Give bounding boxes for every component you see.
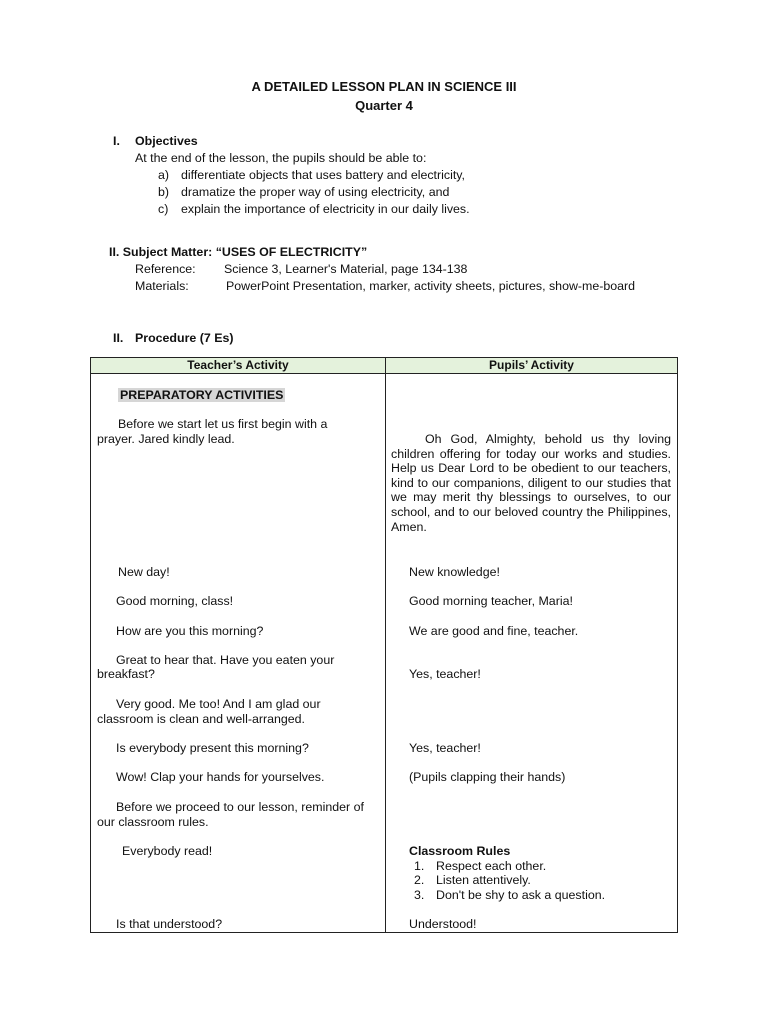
reference-value: Science 3, Learner's Material, page 134-138 bbox=[224, 262, 468, 276]
classroom-rules-heading: Classroom Rules bbox=[409, 844, 511, 858]
teacher-line: Is that understood? bbox=[116, 917, 223, 931]
objective-marker: b) bbox=[158, 185, 170, 199]
column-divider bbox=[385, 358, 386, 932]
document-subtitle: Quarter 4 bbox=[355, 98, 413, 113]
rule-item: Respect each other. bbox=[436, 859, 547, 873]
document-title: A DETAILED LESSON PLAN IN SCIENCE III bbox=[251, 79, 517, 94]
teacher-line: breakfast? bbox=[97, 667, 155, 681]
teacher-line: classroom is clean and well-arranged. bbox=[97, 712, 305, 726]
teacher-line: Very good. Me too! And I am glad our bbox=[116, 697, 321, 711]
pupil-line: Yes, teacher! bbox=[409, 741, 481, 755]
pupils-prayer: Oh God, Almighty, behold us thy loving children offering for today our works and studies. Help us Dear Lord to be obedient to our teachers, kind to our companions, diligent to our studies that we may merit thy blessings to ourselves, to our school, and to our beloved country the Philippines, Amen. bbox=[391, 432, 671, 534]
objectives-heading: Objectives bbox=[135, 134, 198, 148]
subject-matter-heading: II. Subject Matter: “USES OF ELECTRICITY” bbox=[109, 245, 368, 259]
rule-number: 3. bbox=[414, 888, 425, 902]
teacher-line: How are you this morning? bbox=[116, 624, 264, 638]
teacher-line: Great to hear that. Have you eaten your bbox=[116, 653, 335, 667]
objective-marker: c) bbox=[158, 202, 169, 216]
teacher-prayer-request: prayer. Jared kindly lead. bbox=[97, 432, 235, 446]
pupil-line: (Pupils clapping their hands) bbox=[409, 770, 566, 784]
teacher-line: Everybody read! bbox=[122, 844, 213, 858]
table-header-row bbox=[91, 358, 677, 374]
teacher-activity-header: Teacher’s Activity bbox=[187, 358, 289, 372]
teacher-line: Wow! Clap your hands for yourselves. bbox=[116, 770, 325, 784]
teacher-line: our classroom rules. bbox=[97, 815, 209, 829]
materials-label: Materials: bbox=[135, 279, 189, 293]
pupils-activity-header: Pupils’ Activity bbox=[489, 358, 574, 372]
rule-number: 1. bbox=[414, 859, 425, 873]
objective-item: explain the importance of electricity in our daily lives. bbox=[181, 202, 470, 216]
pupil-line: New knowledge! bbox=[409, 565, 500, 579]
teacher-prayer-request: Before we start let us first begin with a bbox=[118, 417, 328, 431]
pupil-line: We are good and fine, teacher. bbox=[409, 624, 579, 638]
procedure-numeral: II. bbox=[113, 331, 124, 345]
objective-marker: a) bbox=[158, 168, 170, 182]
materials-value: PowerPoint Presentation, marker, activity sheets, pictures, show-me-board bbox=[226, 279, 636, 293]
objective-item: differentiate objects that uses battery and electricity, bbox=[181, 168, 465, 182]
pupil-line: Yes, teacher! bbox=[409, 667, 481, 681]
teacher-line: Before we proceed to our lesson, reminder of bbox=[116, 800, 364, 814]
reference-label: Reference: bbox=[135, 262, 196, 276]
teacher-line: Is everybody present this morning? bbox=[116, 741, 309, 755]
rule-item: Don't be shy to ask a question. bbox=[436, 888, 606, 902]
procedure-heading: Procedure (7 Es) bbox=[135, 331, 234, 345]
rule-item: Listen attentively. bbox=[436, 873, 531, 887]
teacher-line: Good morning, class! bbox=[116, 594, 234, 608]
rule-number: 2. bbox=[414, 873, 425, 887]
objectives-numeral: I. bbox=[113, 134, 120, 148]
pupil-line: Good morning teacher, Maria! bbox=[409, 594, 573, 608]
objective-item: dramatize the proper way of using electricity, and bbox=[181, 185, 450, 199]
teacher-line: New day! bbox=[118, 565, 170, 579]
objectives-intro: At the end of the lesson, the pupils should be able to: bbox=[135, 151, 427, 165]
section-heading-preparatory: PREPARATORY ACTIVITIES bbox=[120, 388, 284, 402]
pupil-line: Understood! bbox=[409, 917, 477, 931]
